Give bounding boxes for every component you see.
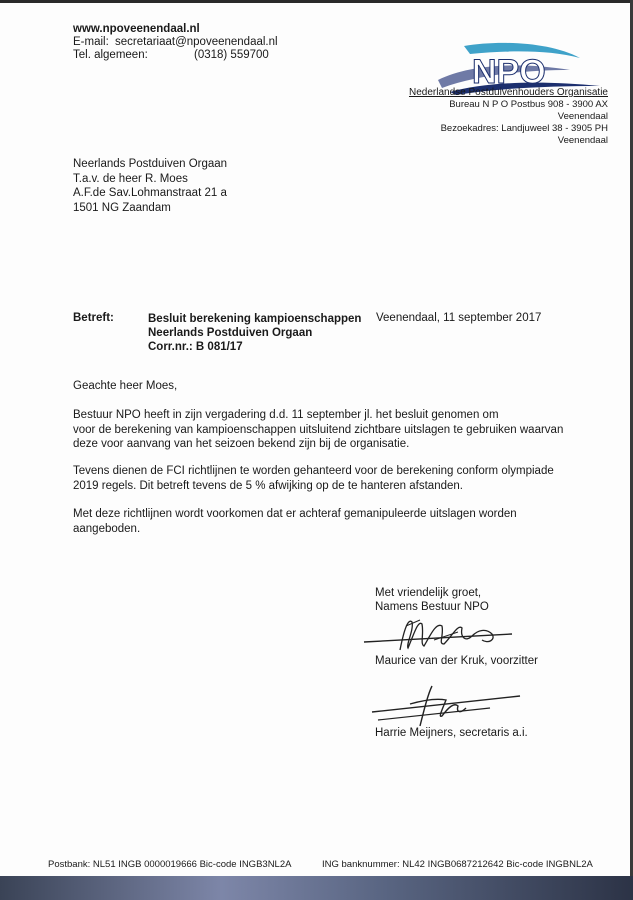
email-text: secretariaat@npoveenendaal.nl xyxy=(115,36,278,48)
body-line: deze voor aanvang van het seizoen bekend zijn bij de organisatie. xyxy=(73,438,410,450)
logo-text: NPO xyxy=(472,53,546,91)
signature-chairman xyxy=(362,610,522,658)
letter-date: Veenendaal, 11 september 2017 xyxy=(376,312,542,324)
organisation-name: Nederlandse Postduivenhouders Organisatie xyxy=(408,87,608,98)
body-line: Tevens dienen de FCI richtlijnen te worden gehanteerd voor de berekening conform olympiade xyxy=(73,465,554,477)
website-text: www.npoveenendaal.nl xyxy=(73,23,200,35)
recipient-address xyxy=(73,157,227,215)
footer-postbank: Postbank: NL51 INGB 0000019666 Bic-code INGB3NL2A xyxy=(48,859,292,870)
closing-greeting: Met vriendelijk groet, xyxy=(375,587,482,599)
organisation-address-line: Veenendaal xyxy=(557,111,608,122)
organisation-address-line: Bureau N P O Postbus 908 - 3900 AX xyxy=(449,99,608,110)
email-label: E-mail: xyxy=(73,36,109,48)
recipient-line: T.a.v. de heer R. Moes xyxy=(73,172,188,185)
salutation: Geachte heer Moes, xyxy=(73,380,178,392)
closing-on-behalf: Namens Bestuur NPO xyxy=(375,601,489,613)
body-line: voor de berekening van kampioenschappen uitsluitend zichtbare uitslagen te gebruiken waarvan xyxy=(73,423,564,436)
phone-label: Tel. algemeen: xyxy=(73,49,148,61)
organisation-address-line: Veenendaal xyxy=(557,135,608,146)
recipient-line: A.F.de Sav.Lohmanstraat 21 a xyxy=(73,187,227,199)
phone-text: (0318) 559700 xyxy=(194,49,269,61)
body-paragraph xyxy=(73,408,573,452)
body-line: Met deze richtlijnen wordt voorkomen dat er achteraf gemanipuleerde uitslagen worden xyxy=(73,508,517,520)
recipient-line: Neerlands Postduiven Orgaan xyxy=(73,158,228,170)
body-paragraph xyxy=(73,464,573,493)
footer-ing: ING banknummer: NL42 INGB0687212642 Bic-code INGBNL2A xyxy=(322,859,593,870)
body-paragraph xyxy=(73,507,573,536)
body-line: aangeboden. xyxy=(73,522,141,535)
subject-line: Neerlands Postduiven Orgaan xyxy=(148,327,313,339)
scan-edge-top xyxy=(0,0,633,3)
body-line: Bestuur NPO heeft in zijn vergadering d.d. 11 september jl. het besluit genomen om xyxy=(73,409,499,421)
subject-label: Betreft: xyxy=(73,312,114,324)
subject-block xyxy=(148,312,361,354)
signer-secretary: Harrie Meijners, secretaris a.i. xyxy=(375,727,528,739)
recipient-line: 1501 NG Zaandam xyxy=(73,201,171,214)
subject-line: Besluit berekening kampioenschappen xyxy=(148,313,362,325)
signature-secretary xyxy=(370,682,530,730)
signer-chairman: Maurice van der Kruk, voorzitter xyxy=(375,655,538,667)
footer-decorative-band xyxy=(0,876,633,900)
subject-line: Corr.nr.: B 081/17 xyxy=(148,341,243,353)
organisation-address-line: Bezoekadres: Landjuweel 38 - 3905 PH xyxy=(440,123,608,134)
body-line: 2019 regels. Dit betreft tevens de 5 % afwijking op de te hanteren afstanden. xyxy=(73,479,463,492)
